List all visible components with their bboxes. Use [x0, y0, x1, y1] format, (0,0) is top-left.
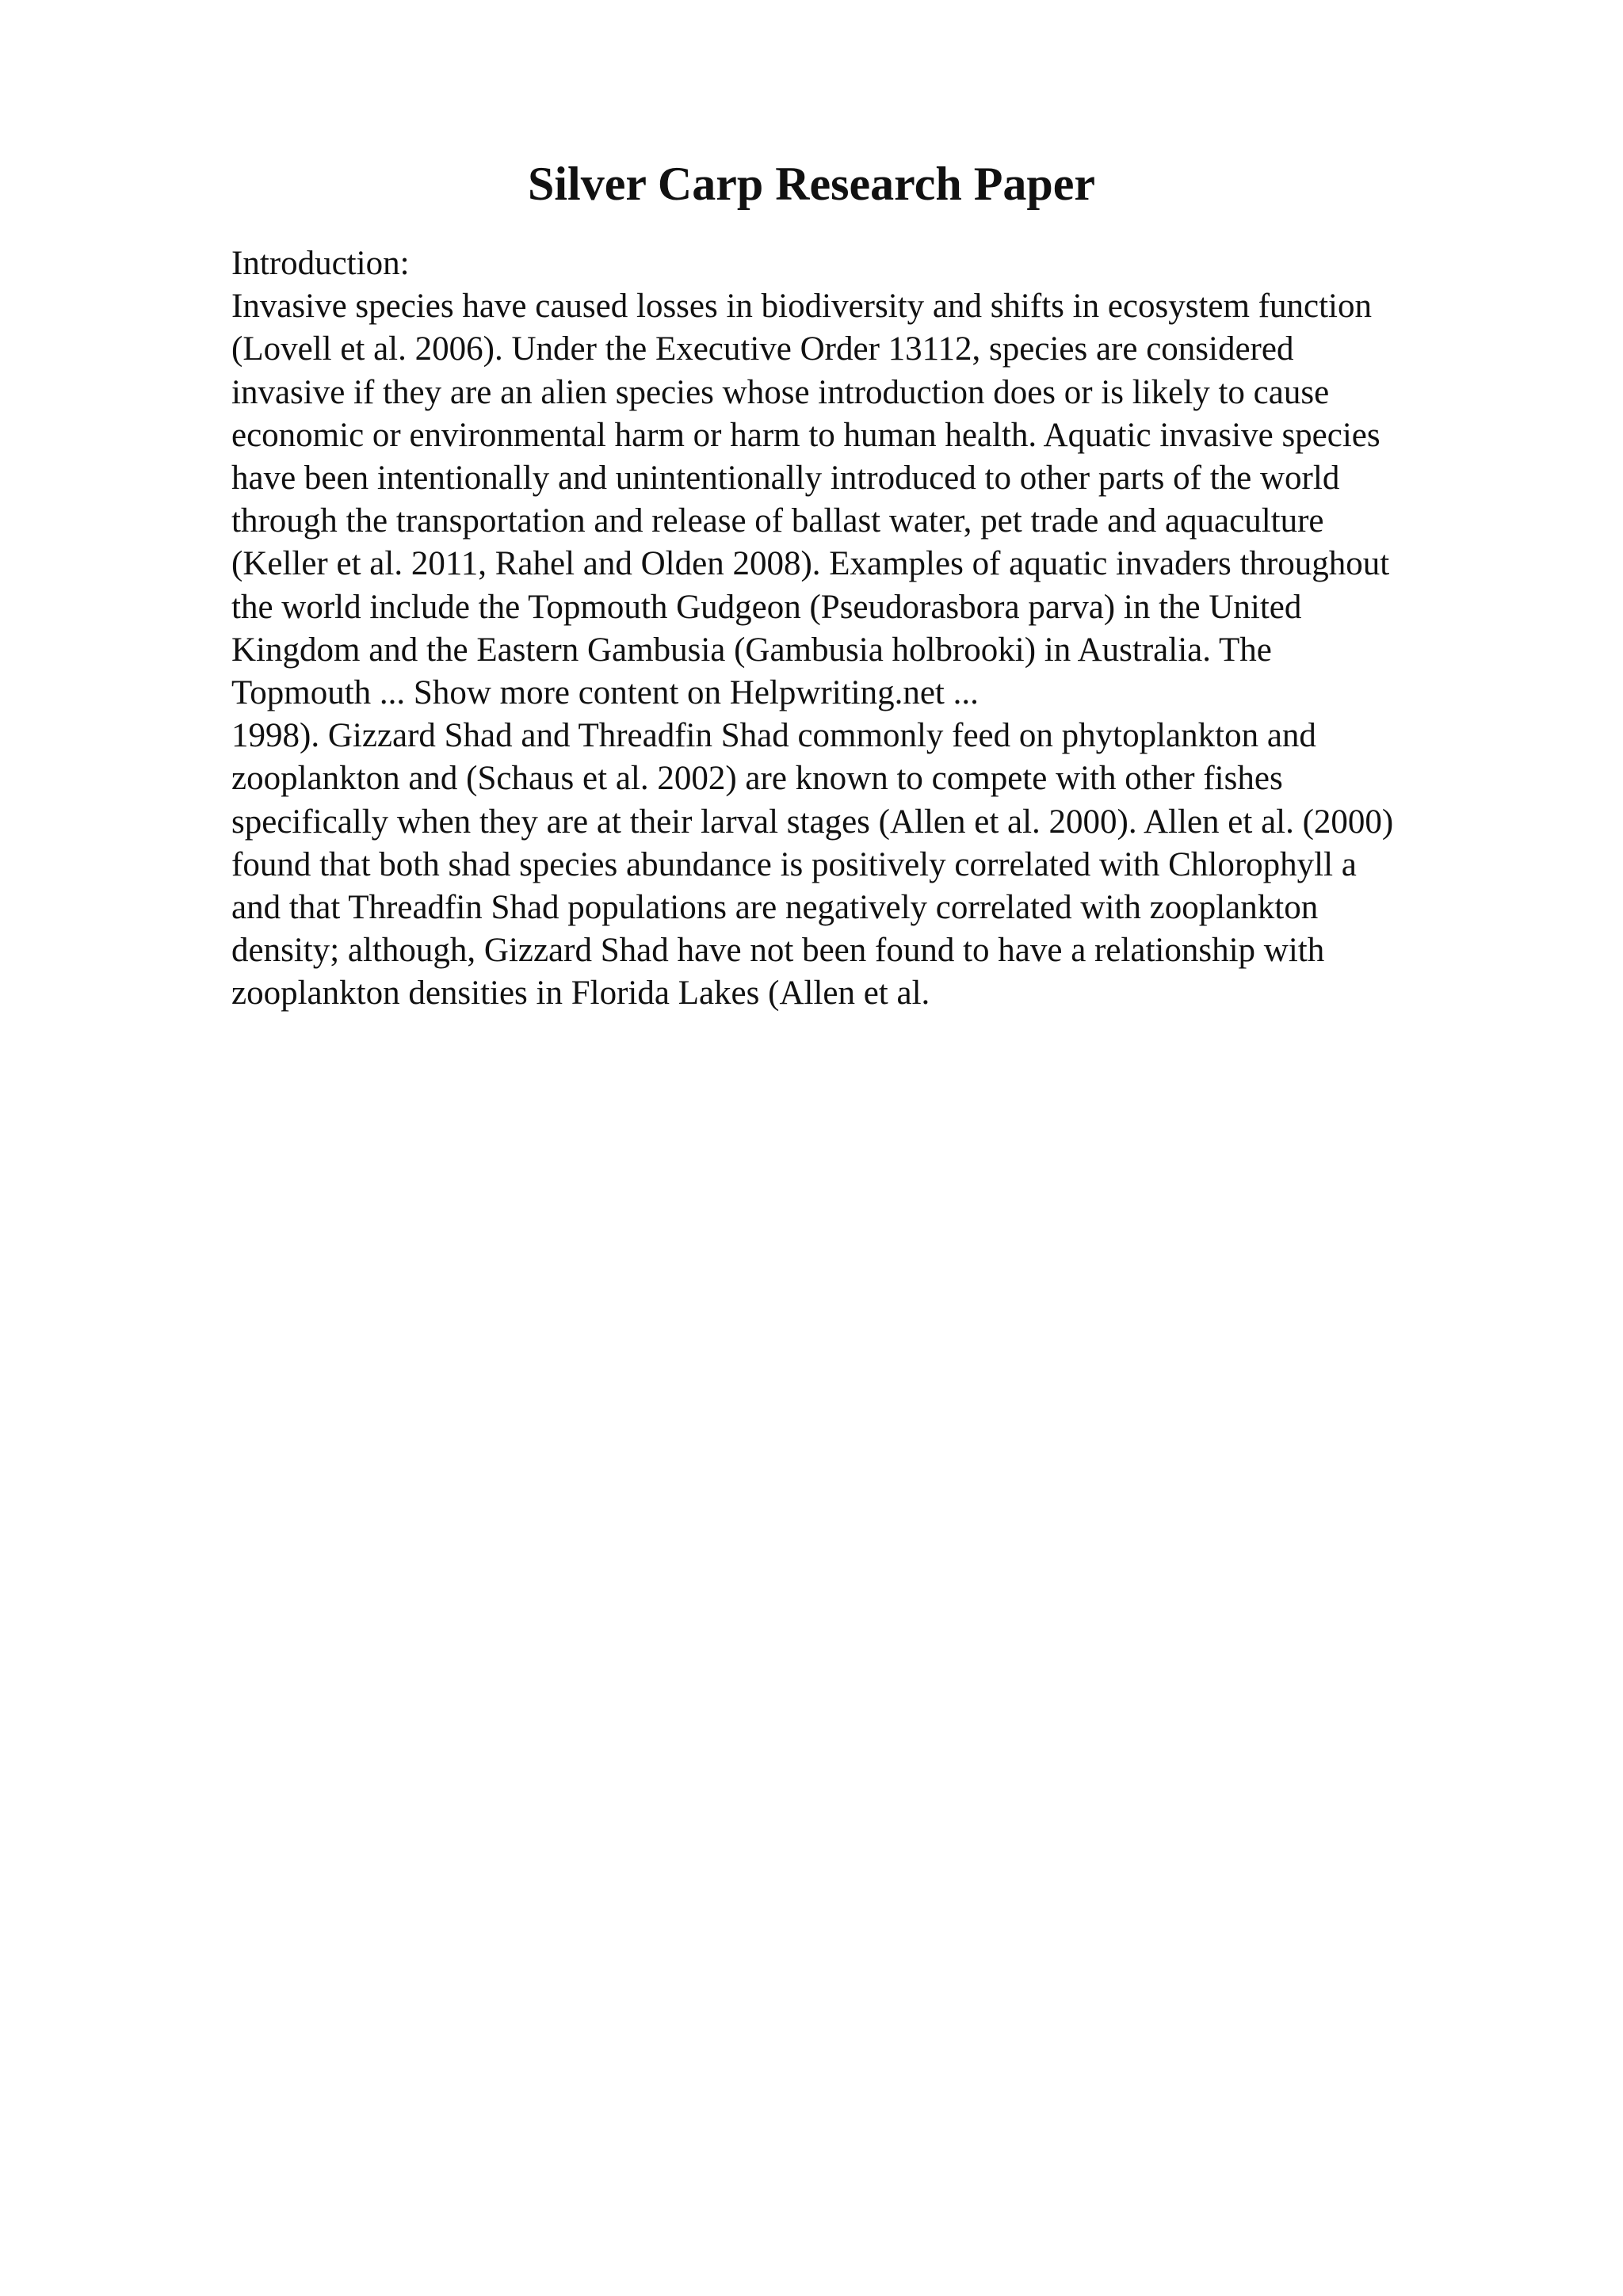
text-line: zooplankton densities in Florida Lakes (Allen et al.	[231, 974, 930, 1013]
text-line: Invasive species have caused losses in biodiversity and shifts in ecosystem function	[231, 288, 1372, 326]
text-line: the world include the Topmouth Gudgeon (Pseudorasbora parva) in the United	[231, 588, 1302, 626]
text-line: found that both shad species abundance is positively correlated with Chlorophyll a	[231, 845, 1357, 883]
body-text	[231, 242, 1499, 1016]
text-line: zooplankton and (Schaus et al. 2002) are known to compete with other fishes	[231, 760, 1283, 798]
section-heading: Introduction:	[231, 245, 410, 282]
text-line: economic or environmental harm or harm to human health. Aquatic invasive species	[231, 416, 1381, 454]
text-line: specifically when they are at their larval stages (Allen et al. 2000). Allen et al. (2000)	[231, 803, 1394, 841]
page-title: Silver Carp Research Paper	[528, 158, 1095, 210]
text-line: Kingdom and the Eastern Gambusia (Gambusia holbrooki) in Australia. The	[231, 631, 1272, 669]
text-line: density; although, Gizzard Shad have not been found to have a relationship with	[231, 932, 1325, 970]
text-line: 1998). Gizzard Shad and Threadfin Shad commonly feed on phytoplankton and	[231, 717, 1316, 755]
text-line: (Keller et al. 2011, Rahel and Olden 2008). Examples of aquatic invaders throughout	[231, 545, 1390, 583]
text-line: invasive if they are an alien species whose introduction does or is likely to cause	[231, 373, 1330, 411]
show-more-line: Topmouth ... Show more content on Helpwriting.net ...	[231, 674, 979, 712]
text-line: (Lovell et al. 2006). Under the Executive Order 13112, species are considered	[231, 330, 1294, 368]
text-line: have been intentionally and unintentionally introduced to other parts of the world	[231, 460, 1340, 498]
text-line: and that Threadfin Shad populations are negatively correlated with zooplankton	[231, 889, 1319, 927]
text-line: through the transportation and release of ballast water, pet trade and aquaculture	[231, 502, 1324, 540]
